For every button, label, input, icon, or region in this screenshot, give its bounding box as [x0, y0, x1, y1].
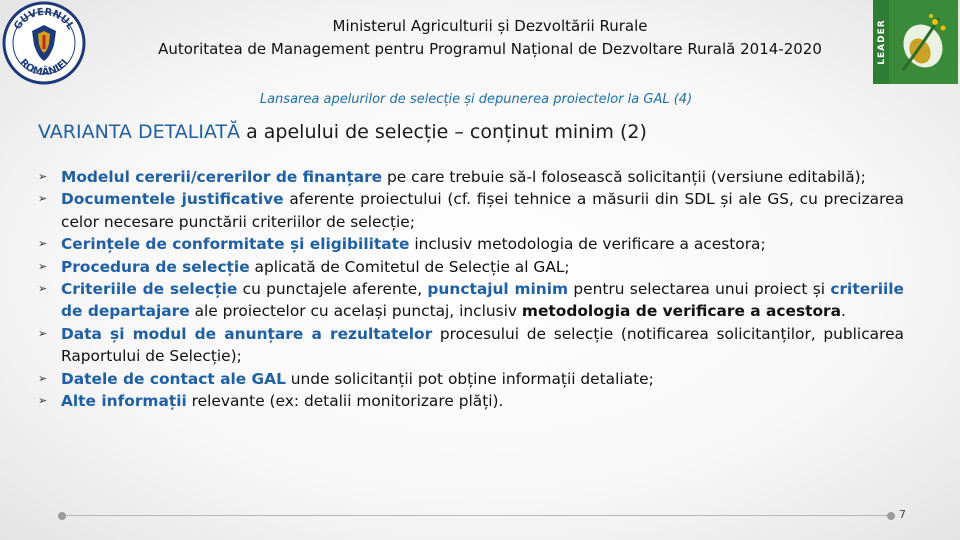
bullet-text: pe care trebuie să-l folosească solicitanții (versiune editabilă);	[382, 168, 866, 186]
bullet-emphasis: Alte informații	[61, 392, 187, 411]
bullet-text: aferente proiectului (cf. fișei tehnice a măsurii din SDL și ale GS, cu precizarea celor necesare punctării criteriilor de selecție;	[61, 190, 904, 231]
seal-text-top: GUVERNUL	[12, 6, 76, 32]
header-ministry: Ministerul Agriculturii și Dezvoltării Rurale	[332, 17, 648, 35]
bullet-arrow-icon: ➢	[38, 326, 48, 340]
bullet-text: pentru selectarea unui proiect și	[568, 280, 831, 299]
bullet-text: aplicată de Comitetul de Selecție al GAL;	[249, 257, 570, 276]
bullet-item	[38, 256, 904, 278]
bullet-item	[38, 233, 904, 255]
slide-title-rest: a apelului de selecție – conținut minim (2)	[240, 121, 647, 143]
bullet-text: relevante (ex: detalii monitorizare plăți).	[186, 392, 504, 411]
bullet-emphasis: punctajul minim	[427, 280, 569, 299]
bullet-arrow-icon: ➢	[38, 282, 48, 296]
bullet-emphasis: Datele de contact ale GAL	[61, 369, 286, 388]
bullet-text: .	[841, 302, 846, 321]
bullet-item	[38, 278, 904, 323]
footer-dot-right	[887, 512, 895, 520]
slide-subtitle: Lansarea apelurilor de selecție și depunerea proiectelor la GAL (4)	[259, 92, 693, 107]
footer-dot-left	[58, 512, 66, 520]
bullet-text: cu punctajele aferente,	[237, 280, 428, 299]
bullet-emphasis: Data și modul de anunțare a rezultatelor	[61, 324, 433, 343]
slide-title	[38, 121, 647, 143]
page-number: 7	[899, 508, 906, 521]
bullet-emphasis: metodologia de verificare a acestora	[521, 302, 842, 321]
slide-title-accent: VARIANTA DETALIATĂ	[38, 121, 241, 143]
bullet-arrow-icon: ➢	[38, 192, 48, 206]
bullet-item	[38, 323, 904, 368]
footer-rule	[62, 515, 892, 516]
bullet-item	[38, 166, 904, 188]
seal-text-bottom: ROMÂNIEI	[17, 57, 71, 79]
bullet-emphasis: criteriile de departajare	[61, 280, 904, 321]
header-authority: Autoritatea de Management pentru Programul Național de Dezvoltare Rurală 2014-2020	[158, 40, 822, 58]
bullet-text: inclusiv metodologia de verificare a acestora;	[409, 235, 766, 254]
bullet-emphasis: Cerințele de conformitate și eligibilitate	[61, 235, 410, 254]
bullet-emphasis: Documentele justificative	[61, 190, 284, 209]
bullet-item	[38, 188, 904, 233]
bullet-arrow-icon: ➢	[38, 237, 48, 251]
bullet-arrow-icon: ➢	[38, 371, 48, 385]
bullet-text: procesului de selecție (notificarea solicitanților, publicarea Raportului de Selecție);	[61, 324, 904, 366]
bullet-arrow-icon: ➢	[38, 394, 48, 408]
bullet-item	[38, 390, 904, 412]
leader-text: LEADER	[877, 19, 887, 65]
bullet-emphasis: Criteriile de selecție	[61, 280, 238, 299]
bullet-text: ale proiectelor cu același punctaj, inclusiv	[189, 302, 522, 321]
bullet-arrow-icon: ➢	[38, 170, 48, 183]
bullet-text: unde solicitanții pot obține informații detaliate;	[285, 369, 654, 388]
bullet-arrow-icon: ➢	[38, 259, 48, 273]
bullet-emphasis: Procedura de selecție	[61, 257, 250, 276]
bullet-list	[38, 166, 904, 412]
bullet-item	[38, 368, 904, 390]
bullet-emphasis: Modelul cererii/cererilor de finanțare	[61, 168, 383, 186]
